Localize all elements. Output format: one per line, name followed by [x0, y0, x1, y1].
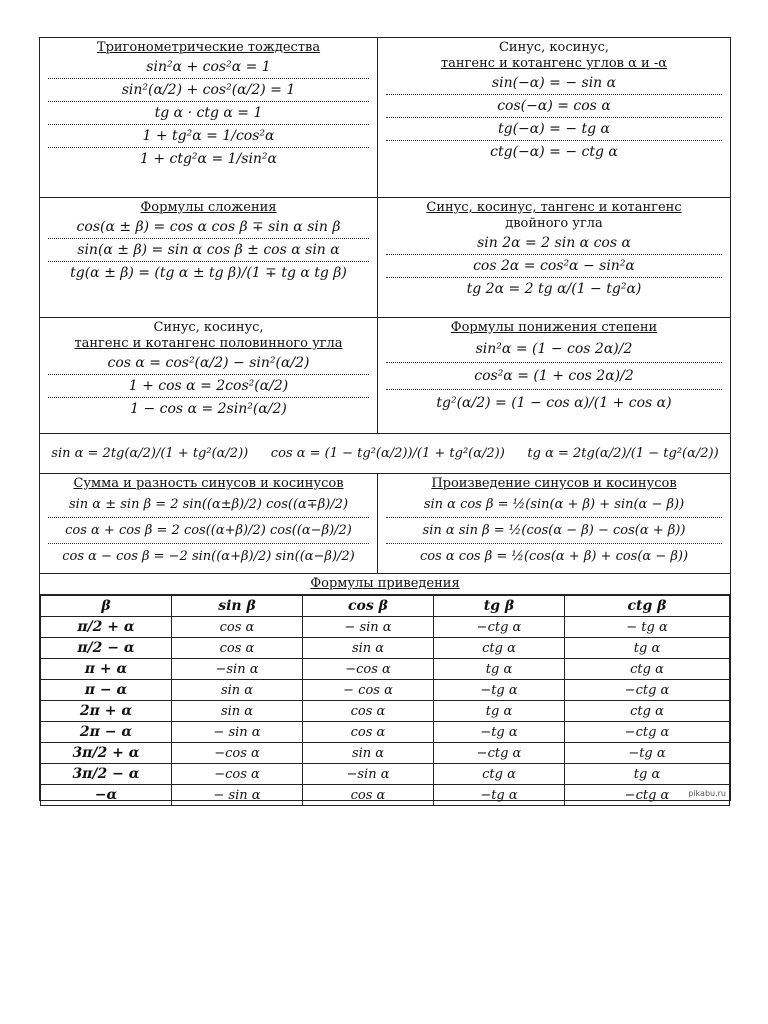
table-row: [41, 617, 730, 638]
table-cell: tg α: [434, 701, 565, 722]
reduction-title-text: Формулы приведения: [310, 576, 460, 591]
product-formula: sin α sin β = ½(cos(α − β) − cos(α + β)): [386, 518, 722, 544]
double-angle-title-line: Синус, косинус, тангенс и котангенс: [426, 200, 682, 215]
double-angle-block: [378, 198, 730, 317]
table-cell: ctg α: [565, 701, 730, 722]
table-cell: ctg α: [434, 638, 565, 659]
reduction-header-row: [41, 596, 730, 617]
header-ctg: ctg β: [565, 596, 730, 617]
header-beta: β: [41, 596, 172, 617]
table-cell-angle: π − α: [41, 680, 172, 701]
section-half-power: [40, 318, 730, 434]
table-row: [41, 680, 730, 701]
table-cell: −sin α: [172, 659, 303, 680]
table-cell-angle: −α: [41, 785, 172, 806]
header-cos: cos β: [303, 596, 434, 617]
half-angle-block: [40, 318, 378, 433]
section-sum-product: [40, 474, 730, 574]
half-angle-title-line: тангенс и котангенс половинного угла: [74, 336, 343, 351]
identity-formula: 1 + ctg²α = 1/sin²α: [139, 151, 278, 167]
table-cell: − cos α: [303, 680, 434, 701]
addition-formula: tg(α ± β) = (tg α ± tg β)/(1 ∓ tg α tg β): [70, 265, 347, 281]
half-tangent-formula: tg α = 2tg(α/2)/(1 − tg²(α/2)): [527, 446, 719, 461]
section-identities-negative: [40, 38, 730, 198]
table-cell: −sin α: [303, 764, 434, 785]
sum-difference-block: [40, 474, 378, 573]
product-formula: cos α cos β = ½(cos(α + β) + cos(α − β)): [419, 549, 689, 564]
header-sin: sin β: [172, 596, 303, 617]
table-cell: −ctg α: [565, 680, 730, 701]
half-angle-title: [40, 318, 377, 352]
negative-angle-formula: tg(−α) = − tg α: [386, 118, 722, 141]
table-cell: sin α: [303, 638, 434, 659]
header-tg: tg β: [434, 596, 565, 617]
section-addition-double: [40, 198, 730, 318]
identities-block: [40, 38, 378, 197]
half-angle-formula: 1 − cos α = 2sin²(α/2): [130, 401, 287, 417]
table-cell-angle: 3π/2 − α: [41, 764, 172, 785]
half-tangent-formula: cos α = (1 − tg²(α/2))/(1 + tg²(α/2)): [270, 446, 505, 461]
table-row: [41, 764, 730, 785]
power-reduction-formula: tg²(α/2) = (1 − cos α)/(1 + cos α): [436, 395, 672, 411]
table-cell: ctg α: [434, 764, 565, 785]
power-reduction-block: [378, 318, 730, 433]
power-reduction-title: [378, 318, 730, 336]
addition-formula: sin(α ± β) = sin α cos β ± cos α sin α: [48, 239, 369, 262]
negative-angle-block: [378, 38, 730, 197]
product-block: [378, 474, 730, 573]
double-angle-title-line: двойного угла: [505, 216, 603, 231]
addition-title-line: Формулы сложения: [140, 200, 277, 215]
table-cell: cos α: [303, 785, 434, 806]
identities-title-line: Тригонометрические тождества: [96, 40, 321, 55]
product-title-line: Произведение синусов и косинусов: [431, 476, 677, 491]
power-reduction-title-line: Формулы понижения степени: [450, 320, 658, 335]
section-half-tangent: [40, 434, 730, 474]
table-cell: −ctg α: [434, 743, 565, 764]
double-angle-formula: sin 2α = 2 sin α cos α: [386, 232, 722, 255]
identity-formula: tg α · ctg α = 1: [48, 102, 369, 125]
table-row: [41, 785, 730, 806]
table-cell: tg α: [565, 638, 730, 659]
double-angle-title: [378, 198, 730, 232]
sum-difference-formula: cos α + cos β = 2 cos((α+β)/2) cos((α−β)/2): [48, 518, 369, 544]
double-angle-formula: tg 2α = 2 tg α/(1 − tg²α): [466, 281, 642, 297]
table-cell: cos α: [172, 638, 303, 659]
table-row: [41, 722, 730, 743]
identity-formula: sin²α + cos²α = 1: [48, 56, 369, 79]
table-cell: −cos α: [303, 659, 434, 680]
identities-title: [40, 38, 377, 56]
negative-angle-title: [378, 38, 730, 72]
half-angle-formula: 1 + cos α = 2cos²(α/2): [48, 375, 369, 398]
table-cell-angle: 3π/2 + α: [41, 743, 172, 764]
negative-angle-title-line: тангенс и котангенс углов α и -α: [440, 56, 667, 71]
table-cell-angle: π/2 + α: [41, 617, 172, 638]
addition-formula: cos(α ± β) = cos α cos β ∓ sin α sin β: [48, 216, 369, 239]
table-cell: −ctg α: [565, 785, 730, 806]
table-cell: − sin α: [172, 785, 303, 806]
table-row: [41, 638, 730, 659]
table-cell: cos α: [303, 701, 434, 722]
negative-angle-formula: sin(−α) = − sin α: [386, 72, 722, 95]
negative-angle-formula: cos(−α) = cos α: [386, 95, 722, 118]
table-cell: cos α: [303, 722, 434, 743]
table-cell: sin α: [303, 743, 434, 764]
sum-difference-title-line: Сумма и разность синусов и косинусов: [73, 476, 344, 491]
power-reduction-formula: cos²α = (1 + cos 2α)/2: [386, 363, 722, 390]
table-cell: −tg α: [434, 722, 565, 743]
table-cell: − sin α: [172, 722, 303, 743]
table-cell-angle: π/2 − α: [41, 638, 172, 659]
table-cell: −ctg α: [434, 617, 565, 638]
product-title: [378, 474, 730, 492]
table-cell-angle: 2π + α: [41, 701, 172, 722]
addition-title: [40, 198, 377, 216]
table-row: [41, 743, 730, 764]
half-angle-title-line: Синус, косинус,: [153, 320, 264, 335]
sum-difference-title: [40, 474, 377, 492]
addition-block: [40, 198, 378, 317]
watermark-logo: pikabu.ru: [688, 789, 726, 798]
half-tangent-row: [40, 434, 730, 473]
product-formula: sin α cos β = ½(sin(α + β) + sin(α − β)): [386, 492, 722, 518]
table-cell: −tg α: [434, 785, 565, 806]
table-cell: tg α: [565, 764, 730, 785]
table-cell: −tg α: [434, 680, 565, 701]
table-cell: − tg α: [565, 617, 730, 638]
table-cell: −ctg α: [565, 722, 730, 743]
negative-angle-title-line: Синус, косинус,: [498, 40, 610, 55]
table-cell-angle: π + α: [41, 659, 172, 680]
half-angle-formula: cos α = cos²(α/2) − sin²(α/2): [48, 352, 369, 375]
power-reduction-formula: sin²α = (1 − cos 2α)/2: [386, 336, 722, 363]
table-cell: −tg α: [565, 743, 730, 764]
table-cell: sin α: [172, 701, 303, 722]
section-reduction: [40, 574, 730, 803]
reduction-title: [40, 574, 730, 595]
identity-formula: 1 + tg²α = 1/cos²α: [48, 125, 369, 148]
reduction-table: [40, 595, 730, 806]
table-cell: −cos α: [172, 764, 303, 785]
table-cell: ctg α: [565, 659, 730, 680]
identity-formula: sin²(α/2) + cos²(α/2) = 1: [48, 79, 369, 102]
formula-sheet: [39, 37, 731, 801]
sum-difference-formula: sin α ± sin β = 2 sin((α±β)/2) cos((α∓β)/2): [48, 492, 369, 518]
table-cell: cos α: [172, 617, 303, 638]
table-cell: tg α: [434, 659, 565, 680]
table-row: [41, 659, 730, 680]
double-angle-formula: cos 2α = cos²α − sin²α: [386, 255, 722, 278]
table-cell: sin α: [172, 680, 303, 701]
table-cell: −cos α: [172, 743, 303, 764]
half-tangent-formula: sin α = 2tg(α/2)/(1 + tg²(α/2)): [51, 446, 249, 461]
table-row: [41, 701, 730, 722]
negative-angle-formula: ctg(−α) = − ctg α: [490, 144, 618, 160]
table-cell-angle: 2π − α: [41, 722, 172, 743]
sum-difference-formula: cos α − cos β = −2 sin((α+β)/2) sin((α−β)/2): [62, 549, 355, 564]
table-cell: − sin α: [303, 617, 434, 638]
